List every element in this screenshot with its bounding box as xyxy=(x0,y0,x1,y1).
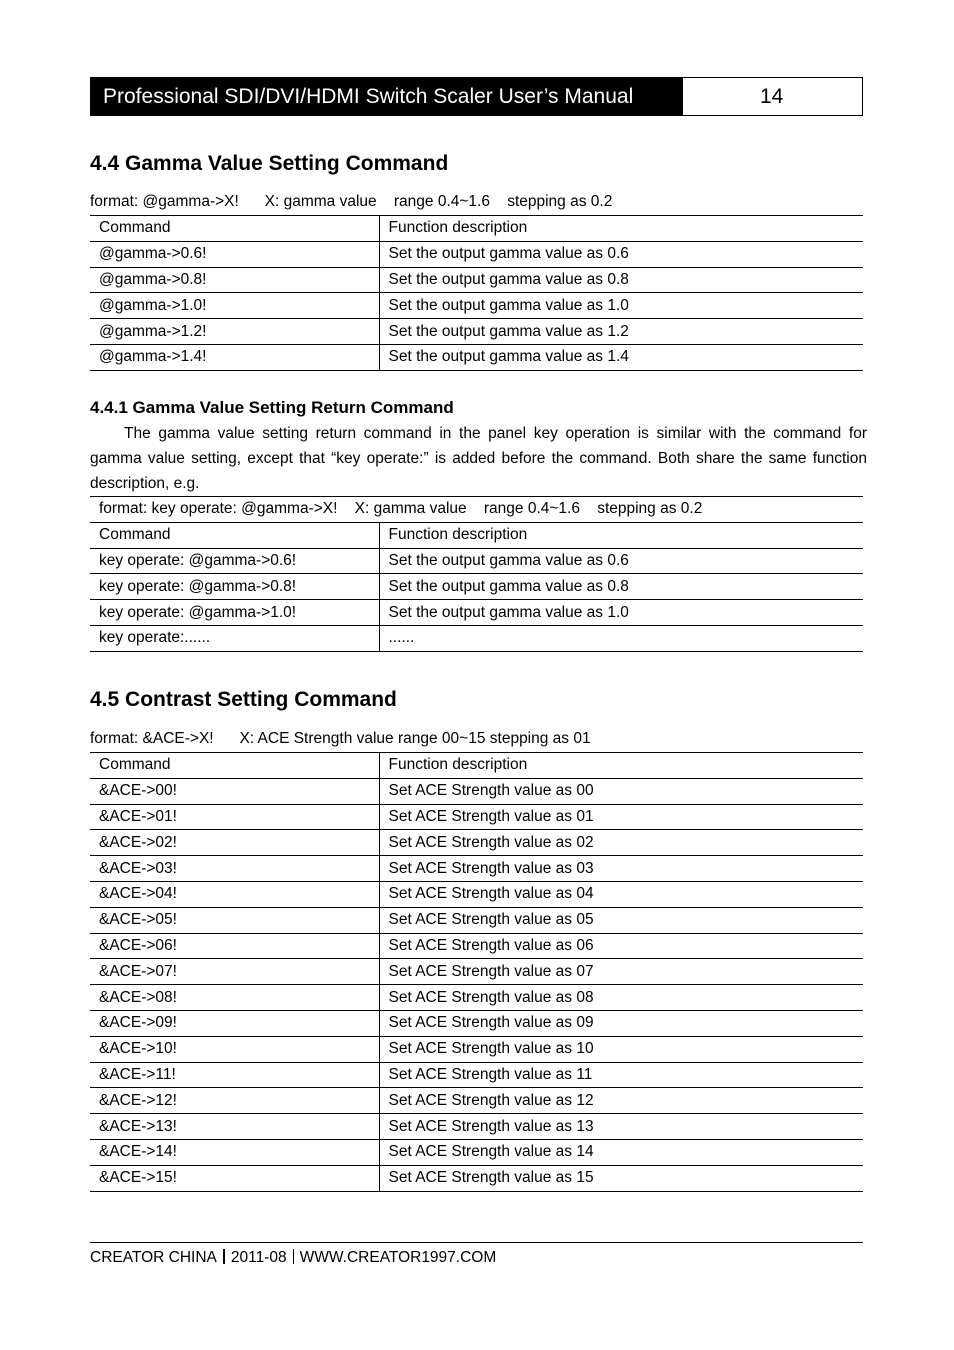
table-row xyxy=(90,830,863,856)
command-cell: &ACE->06! xyxy=(90,933,379,959)
section-heading-4-4: 4.4 Gamma Value Setting Command xyxy=(90,152,449,175)
ace-format-line: format: &ACE->X! X: ACE Strength value range 00~15 stepping as 01 xyxy=(90,730,591,747)
description-cell: Set ACE Strength value as 14 xyxy=(379,1139,863,1165)
page-header xyxy=(90,77,863,116)
footer-company: CREATOR CHINA xyxy=(90,1249,217,1266)
description-cell: Set ACE Strength value as 06 xyxy=(379,933,863,959)
table-row xyxy=(90,1036,863,1062)
description-cell: Set ACE Strength value as 09 xyxy=(379,1010,863,1036)
footer-website: WWW.CREATOR1997.COM xyxy=(299,1249,497,1266)
command-cell: @gamma->1.2! xyxy=(90,319,379,345)
table-row xyxy=(90,344,863,370)
footer-date: 2011-08 xyxy=(230,1249,287,1266)
table-row xyxy=(90,1165,863,1191)
table-row xyxy=(90,1114,863,1140)
description-cell: ...... xyxy=(379,625,863,651)
table-header-row xyxy=(90,522,863,548)
table-row xyxy=(90,600,863,626)
description-cell: Set the output gamma value as 1.0 xyxy=(379,293,863,319)
command-cell: key operate:...... xyxy=(90,625,379,651)
table-row xyxy=(90,574,863,600)
ace-command-table xyxy=(90,752,863,1192)
command-cell: &ACE->03! xyxy=(90,856,379,882)
table-row xyxy=(90,1062,863,1088)
column-header: Command xyxy=(90,522,379,548)
command-cell: @gamma->0.6! xyxy=(90,241,379,267)
table-row xyxy=(90,1139,863,1165)
command-cell: &ACE->12! xyxy=(90,1088,379,1114)
column-header: Command xyxy=(90,216,379,242)
section-heading-4-5: 4.5 Contrast Setting Command xyxy=(90,688,397,711)
table-header-row xyxy=(90,753,863,779)
command-cell: &ACE->07! xyxy=(90,959,379,985)
command-cell: @gamma->1.4! xyxy=(90,344,379,370)
table-row xyxy=(90,804,863,830)
table-row xyxy=(90,548,863,574)
page-number: 14 xyxy=(760,84,784,108)
table-row xyxy=(90,959,863,985)
description-cell: Set the output gamma value as 0.6 xyxy=(379,241,863,267)
table-row xyxy=(90,1088,863,1114)
description-cell: Set ACE Strength value as 11 xyxy=(379,1062,863,1088)
gamma-return-table xyxy=(90,496,863,652)
table-row xyxy=(90,881,863,907)
footer-separator xyxy=(293,1249,294,1264)
table-row xyxy=(90,856,863,882)
command-cell: &ACE->09! xyxy=(90,1010,379,1036)
table-row xyxy=(90,1010,863,1036)
command-cell: &ACE->11! xyxy=(90,1062,379,1088)
table-header-row xyxy=(90,216,863,242)
section-heading-4-4-1: 4.4.1 Gamma Value Setting Return Command xyxy=(90,398,454,417)
table-row xyxy=(90,241,863,267)
command-cell: @gamma->1.0! xyxy=(90,293,379,319)
table-row xyxy=(90,778,863,804)
gamma-command-table xyxy=(90,215,863,371)
command-cell: &ACE->14! xyxy=(90,1139,379,1165)
column-header: Function description xyxy=(379,753,863,779)
table-row xyxy=(90,267,863,293)
description-cell: Set ACE Strength value as 10 xyxy=(379,1036,863,1062)
footer-separator xyxy=(223,1249,225,1264)
description-cell: Set the output gamma value as 1.0 xyxy=(379,600,863,626)
description-cell: Set ACE Strength value as 05 xyxy=(379,907,863,933)
description-cell: Set ACE Strength value as 03 xyxy=(379,856,863,882)
page-footer xyxy=(90,1249,496,1267)
table-row xyxy=(90,319,863,345)
gamma-return-format-line: format: key operate: @gamma->X! X: gamma value range 0.4~1.6 stepping as 0.2 xyxy=(90,497,863,523)
description-cell: Set ACE Strength value as 13 xyxy=(379,1114,863,1140)
command-cell: &ACE->10! xyxy=(90,1036,379,1062)
table-row xyxy=(90,497,863,523)
table-row xyxy=(90,625,863,651)
description-cell: Set ACE Strength value as 15 xyxy=(379,1165,863,1191)
gamma-return-paragraph xyxy=(90,421,867,496)
command-cell: key operate: @gamma->0.6! xyxy=(90,548,379,574)
description-cell: Set ACE Strength value as 00 xyxy=(379,778,863,804)
description-cell: Set ACE Strength value as 07 xyxy=(379,959,863,985)
column-header: Command xyxy=(90,753,379,779)
description-cell: Set ACE Strength value as 08 xyxy=(379,985,863,1011)
command-cell: key operate: @gamma->0.8! xyxy=(90,574,379,600)
table-row xyxy=(90,985,863,1011)
description-cell: Set ACE Strength value as 01 xyxy=(379,804,863,830)
table-row xyxy=(90,293,863,319)
column-header: Function description xyxy=(379,522,863,548)
command-cell: key operate: @gamma->1.0! xyxy=(90,600,379,626)
description-cell: Set ACE Strength value as 02 xyxy=(379,830,863,856)
command-cell: @gamma->0.8! xyxy=(90,267,379,293)
command-cell: &ACE->13! xyxy=(90,1114,379,1140)
description-cell: Set ACE Strength value as 12 xyxy=(379,1088,863,1114)
description-cell: Set the output gamma value as 0.8 xyxy=(379,267,863,293)
description-cell: Set the output gamma value as 1.4 xyxy=(379,344,863,370)
column-header: Function description xyxy=(379,216,863,242)
table-row xyxy=(90,907,863,933)
command-cell: &ACE->02! xyxy=(90,830,379,856)
footer-divider xyxy=(90,1242,863,1243)
manual-title: Professional SDI/DVI/HDMI Switch Scaler User’s Manual xyxy=(91,78,683,115)
command-cell: &ACE->08! xyxy=(90,985,379,1011)
description-cell: Set the output gamma value as 0.6 xyxy=(379,548,863,574)
command-cell: &ACE->04! xyxy=(90,881,379,907)
command-cell: &ACE->00! xyxy=(90,778,379,804)
description-cell: Set ACE Strength value as 04 xyxy=(379,881,863,907)
table-row xyxy=(90,933,863,959)
command-cell: &ACE->15! xyxy=(90,1165,379,1191)
gamma-return-paragraph-text: The gamma value setting return command in the panel key operation is similar with the command for gamma value setting, except that “key operate:” is added before the command. Both share the same function description, e.g. xyxy=(90,425,867,492)
description-cell: Set the output gamma value as 1.2 xyxy=(379,319,863,345)
command-cell: &ACE->01! xyxy=(90,804,379,830)
gamma-format-line: format: @gamma->X! X: gamma value range 0.4~1.6 stepping as 0.2 xyxy=(90,193,613,210)
command-cell: &ACE->05! xyxy=(90,907,379,933)
description-cell: Set the output gamma value as 0.8 xyxy=(379,574,863,600)
